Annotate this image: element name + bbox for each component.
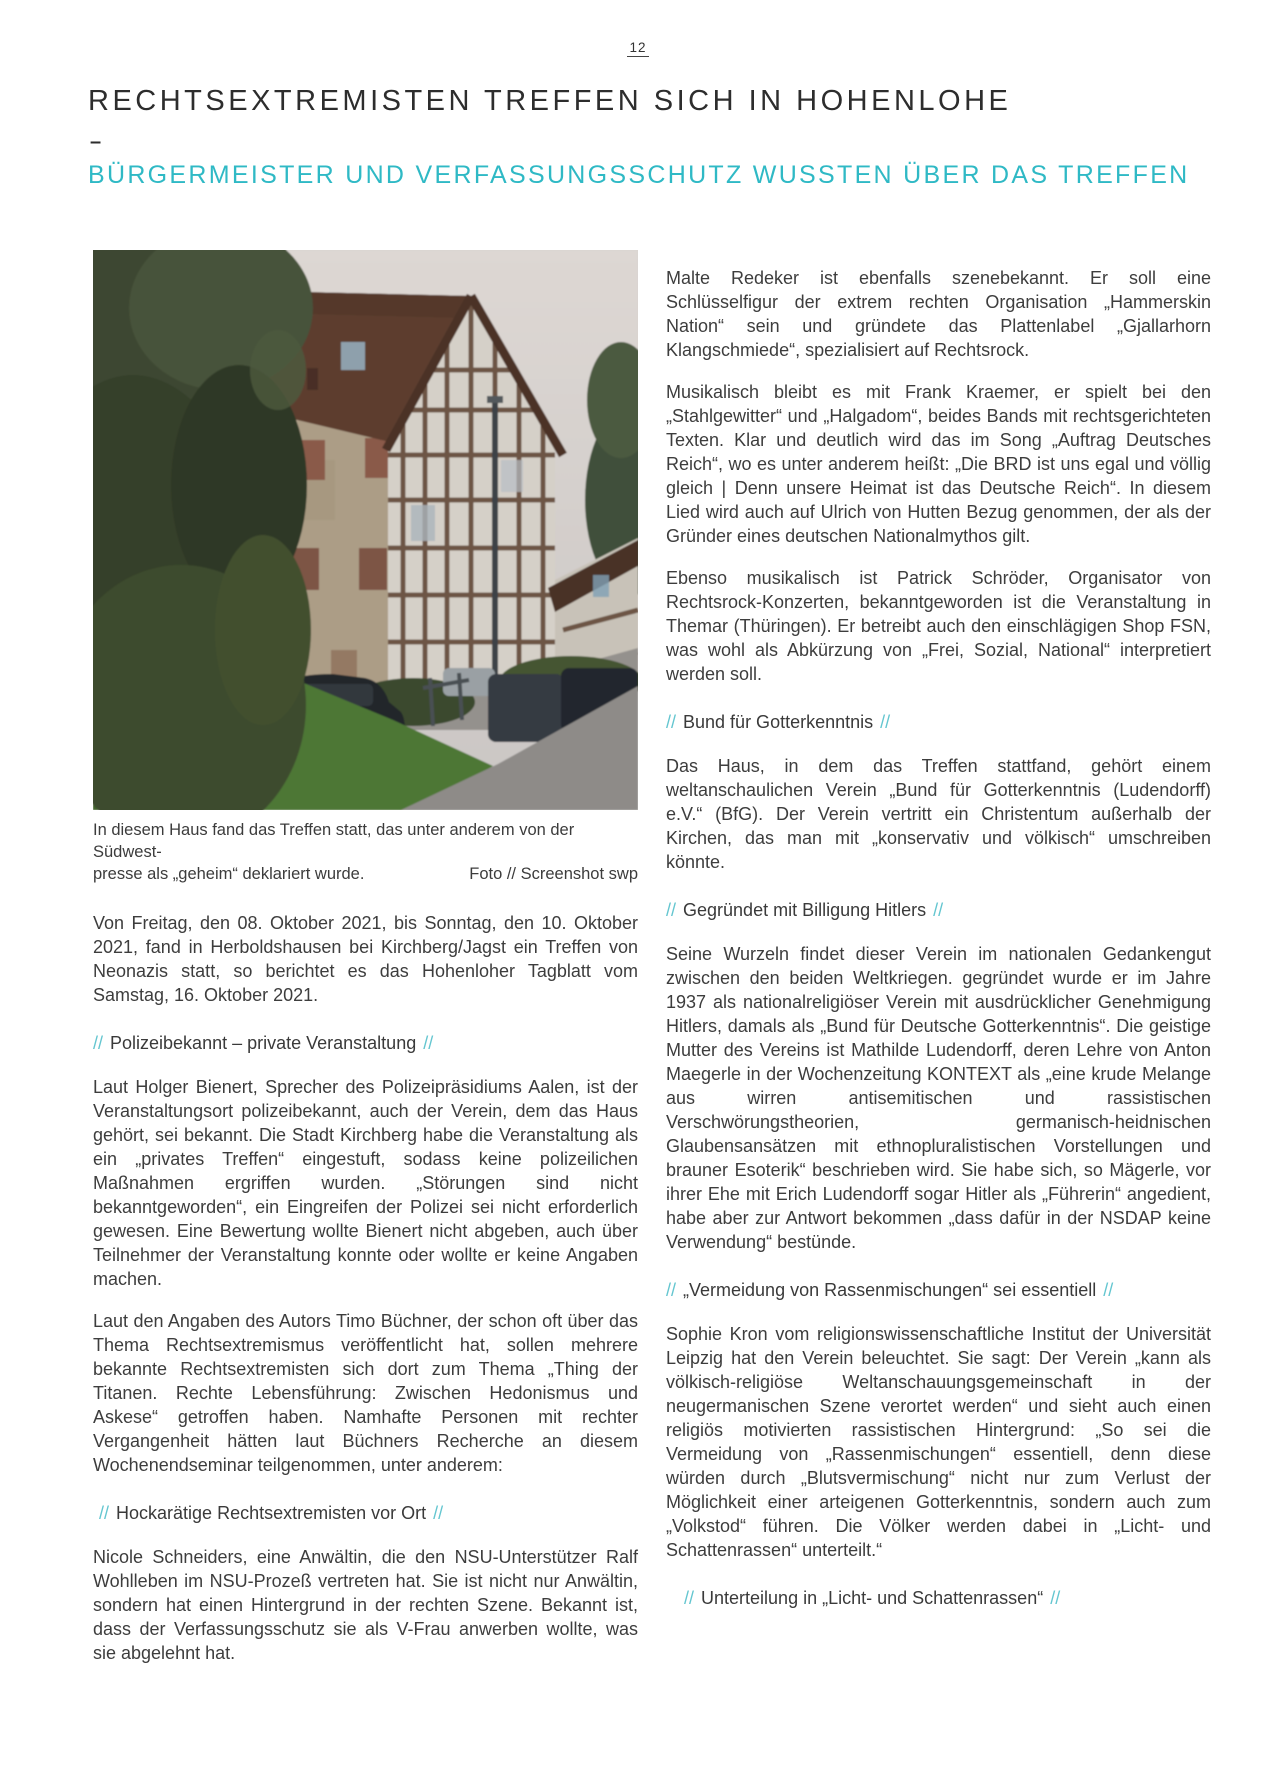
section-heading-label: Bund für Gotterkenntnis xyxy=(683,712,874,732)
paragraph: Laut den Angaben des Autors Timo Büchner, der schon oft über das Thema Rechtsextremismus veröffentlicht hat, sollen mehrere bekannte Rechtsextremisten sich dort zum Thema „Thing der Titanen. Rechte Lebensführung: Zwischen Hedonismus und Askese“ getroffen haben. Namhafte Personen mit rechter Vergangenheit hätten laut Büchners Recherche an diesem Wochenendseminar teilgenommen, unter anderem: xyxy=(93,1311,638,1475)
section-heading xyxy=(93,1501,638,1525)
page-title: RECHTSEXTREMISTEN TREFFEN SICH IN HOHENLOHE xyxy=(88,85,1012,117)
slash-mark: // xyxy=(880,712,891,732)
title-dash: – xyxy=(90,131,102,153)
caption-line-2: presse als „geheim“ deklariert wurde. xyxy=(93,865,365,883)
paragraph: Musikalisch bleibt es mit Frank Kraemer, er spielt bei den „Stahlgewitter“ und „Halgadom“, beides Bands mit rechtsgerichteten Texten. Klar und deutlich wird das im Song „Auftrag Deutsches Reich“, wo es unter anderem heißt: „Die BRD ist uns egal und völlig gleich | Denn unsere Heimat ist das Deutsche Reich“. In diesem Lied wird auch auf Ulrich von Hutten Bezug genommen, der als der Gründer eines deutschen Nationalmythos gilt. xyxy=(666,382,1211,546)
slash-mark: // xyxy=(666,1280,677,1300)
left-column xyxy=(93,250,638,1683)
section-heading-label: Polizeibekannt – private Veranstaltung xyxy=(110,1033,417,1053)
slash-mark: // xyxy=(433,1503,444,1523)
paragraph: Von Freitag, den 08. Oktober 2021, bis Sonntag, den 10. Oktober 2021, fand in Herboldshausen bei Kirchberg/Jagst ein Treffen von Neonazis statt, so berichtet es das Hohenloher Tagblatt vom Samstag, 16. Oktober 2021. xyxy=(93,913,638,1005)
paragraph: Seine Wurzeln findet dieser Verein im nationalen Gedankengut zwischen den beiden Weltkriegen. gegründet wurde er im Jahre 1937 als nationalreligiöser Verein mit ausdrücklicher Genehmigung Hitlers, damals als „Bund für Deutsche Gotterkenntnis“. Die geistige Mutter des Vereins ist Mathilde Ludendorff, deren Lehre von Anton Maegerle in der Wochenzeitung KONTEXT als „eine krude Melange aus wirren antisemitischen und rassistischen Verschwörungstheorien, germanisch-heidnischen Glaubensansätzen mit ethnopluralistischen Vorstellungen und brauner Esoterik“ beschrieben wird. Sie habe sich, so Mägerle, vor ihrer Ehe mit Erich Ludendorff sogar Hitler als „Führerin“ angedient, habe aber zur Antwort bekommen „dass dafür in der NSDAP keine Verwendung“ bestünde. xyxy=(666,944,1211,1252)
paragraph: Sophie Kron vom religionswissenschaftliche Institut der Universität Leipzig hat den Verein beleuchtet. Sie sagt: Der Verein „kann als völkisch-religiöse Weltanschauungsgemeinschaft in der neugermanischen Szene verortet werden“ und sieht auch einen religiös motivierten rassistischen Hintergrund: „So sei die Vermeidung von „Rassenmischungen“ essentiell, denn diese würden durch „Blutsvermischung“ nicht nur zum Verlust der Möglichkeit einer arteigenen Gotterkenntnis, sondern auch zum „Volkstod“ führen. Die Völker werden dabei in „Licht- und Schattenrassen“ unterteilt.“ xyxy=(666,1324,1211,1560)
section-heading xyxy=(666,1278,1211,1302)
slash-mark: // xyxy=(666,712,677,732)
page-number: 12 xyxy=(629,40,647,55)
house-photo-illustration xyxy=(93,250,638,810)
slash-mark: // xyxy=(99,1503,110,1523)
slash-mark: // xyxy=(933,900,944,920)
paragraph: Das Haus, in dem das Treffen stattfand, gehört einem weltanschaulichen Verein „Bund für Gotterkenntnis (Ludendorff) e.V.“ (BfG). Der Verein vertritt ein Christentum außerhalb der Kirchen, das man mit „konservativ und völkisch“ umschreiben könnte. xyxy=(666,756,1211,872)
paragraph: Ebenso musikalisch ist Patrick Schröder, Organisator von Rechtsrock-Konzerten, bekanntgeworden ist die Veranstaltung in Themar (Thüringen). Er betreibt auch den einschlägigen Shop FSN, was wohl als Abkürzung von „Frei, Sozial, National“ interpretiert werden soll. xyxy=(666,568,1211,684)
slash-mark: // xyxy=(1050,1588,1061,1608)
paragraph: Nicole Schneiders, eine Anwältin, die den NSU-Unterstützer Ralf Wohlleben im NSU-Prozeß vertreten hat. Sie ist nicht nur Anwältin, sondern hat einen Hintergrund in der rechten Szene. Bekannt ist, dass der Verfassungsschutz sie als V-Frau anwerben wollte, was sie abgelehnt hat. xyxy=(93,1547,638,1663)
right-column xyxy=(666,250,1211,1630)
paragraph: Malte Redeker ist ebenfalls szenebekannt. Er soll eine Schlüsselfigur der extrem rechten Organisation „Hammerskin Nation“ sein und gründete das Plattenlabel „Gjallarhorn Klangschmiede“, spezialisiert auf Rechtsrock. xyxy=(666,268,1211,360)
slash-mark: // xyxy=(1103,1280,1114,1300)
section-heading-label: Gegründet mit Billigung Hitlers xyxy=(683,900,927,920)
section-heading xyxy=(666,710,1211,734)
tree-left xyxy=(93,250,313,810)
slash-mark: // xyxy=(684,1588,695,1608)
slash-mark: // xyxy=(666,900,677,920)
section-heading-label: Unterteilung in „Licht- und Schattenrassen“ xyxy=(701,1588,1044,1608)
section-heading-label: Hockarätige Rechtsextremisten vor Ort xyxy=(116,1503,427,1523)
photo-credit: Foto // Screenshot swp xyxy=(469,865,638,883)
article-photo-figure xyxy=(93,250,638,885)
caption-line-1: In diesem Haus fand das Treffen statt, das unter anderem von der Südwest- xyxy=(93,821,575,861)
slash-mark: // xyxy=(423,1033,434,1053)
section-heading xyxy=(666,1586,1211,1610)
paragraph: Laut Holger Bienert, Sprecher des Polizeipräsidiums Aalen, ist der Veranstaltungsort polizeibekannt, auch der Verein, dem das Haus gehört, sei bekannt. Die Stadt Kirchberg habe die Veranstaltung als ein „privates Treffen“ eingestuft, sodass keine polizeilichen Maßnahmen ergriffen wurden. „Störungen sind nicht bekanntgeworden“, ein Eingreifen der Polizei sei nicht erforderlich gewesen. Eine Bewertung wollte Bienert nicht abgeben, auch über Teilnehmer der Veranstaltung konnte oder wollte er keine Angaben machen. xyxy=(93,1077,638,1289)
slash-mark: // xyxy=(93,1033,104,1053)
article-columns xyxy=(93,250,1211,1683)
section-heading xyxy=(666,898,1211,922)
section-heading xyxy=(93,1031,638,1055)
photo-caption xyxy=(93,819,638,885)
page-subtitle: BÜRGERMEISTER UND VERFASSUNGSSCHUTZ WUSSTEN ÜBER DAS TREFFEN xyxy=(88,161,1190,189)
section-heading-label: „Vermeidung von Rassenmischungen“ sei essentiell xyxy=(683,1280,1097,1300)
